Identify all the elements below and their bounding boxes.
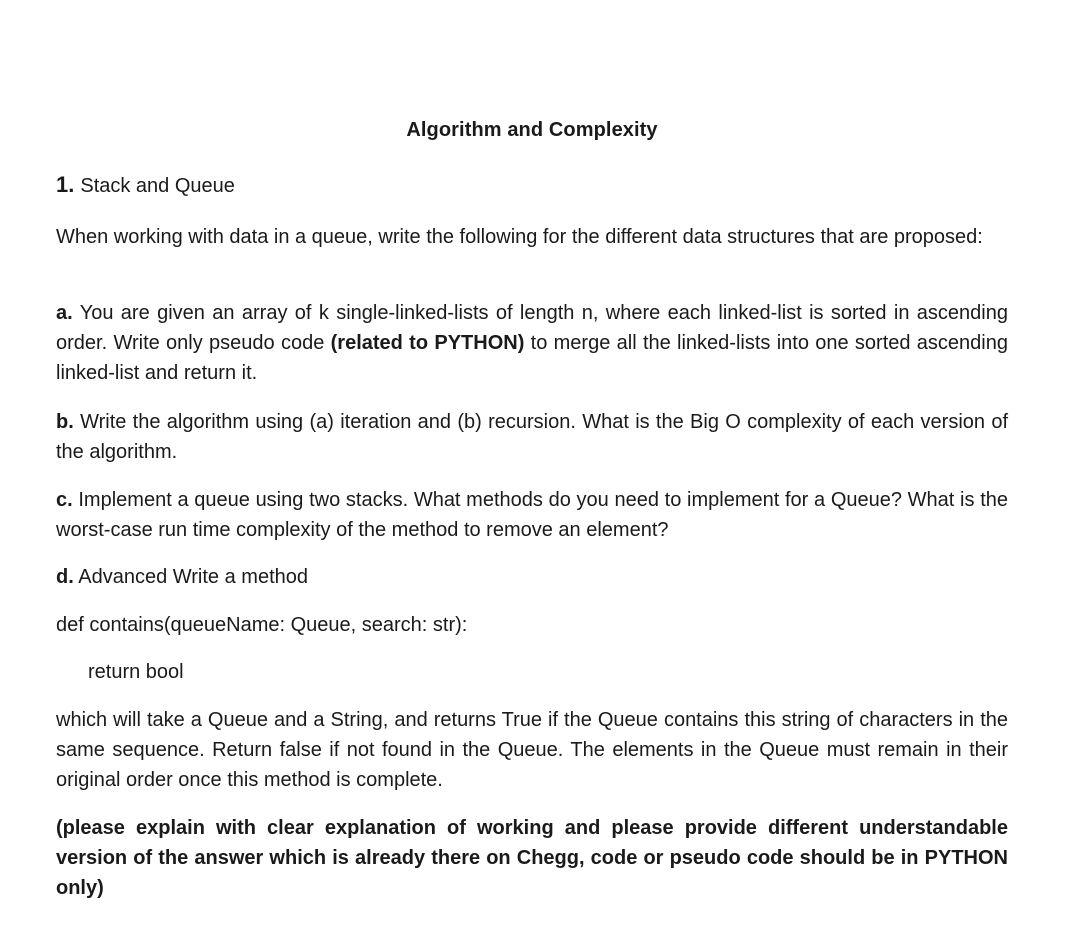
question-b: [56, 407, 1008, 467]
question-c-marker: c.: [56, 489, 73, 511]
question-b-marker: b.: [56, 411, 74, 433]
question-c-text: Implement a queue using two stacks. What methods do you need to implement for a Queue? What is the worst-case run time complexity of the method to remove an element?: [56, 489, 1008, 541]
method-description: which will take a Queue and a String, and returns True if the Queue contains this string of characters in the same sequence. Return false if not found in the Queue. The elements in the Queue must remain in their original order once this method is complete.: [56, 709, 1008, 791]
question-a-bold: (related to PYTHON): [330, 332, 525, 354]
code-return: return bool: [88, 661, 184, 683]
document-title: Algorithm and Complexity: [406, 119, 658, 141]
question-d-text: Advanced Write a method: [73, 566, 308, 588]
section-number: 1.: [56, 172, 75, 197]
question-a-marker: a.: [56, 302, 73, 324]
question-a-text-before: You are given an array of k single-linked-lists of length n, where each linked-list is sorted in ascending order. Write only pseudo code: [56, 302, 1008, 354]
section-heading: [56, 172, 235, 198]
intro-paragraph: When working with data in a queue, write the following for the different data structures that are proposed:: [56, 226, 983, 248]
question-d: [56, 562, 1008, 592]
question-a-text-after: to merge all the linked-lists into one sorted ascending linked-list and return it.: [56, 332, 1008, 384]
question-c: [56, 485, 1008, 545]
section-title: Stack and Queue: [80, 175, 235, 197]
question-a: [56, 298, 1008, 388]
request-note: (please explain with clear explanation of working and please provide different understandable version of the answer which is already there on Chegg, code or pseudo code should be in PYTHON only): [56, 817, 1008, 899]
code-signature: def contains(queueName: Queue, search: str):: [56, 614, 468, 636]
question-b-text: Write the algorithm using (a) iteration and (b) recursion. What is the Big O complexity of each version of the algorithm.: [56, 411, 1008, 463]
question-d-marker: d.: [56, 566, 74, 588]
